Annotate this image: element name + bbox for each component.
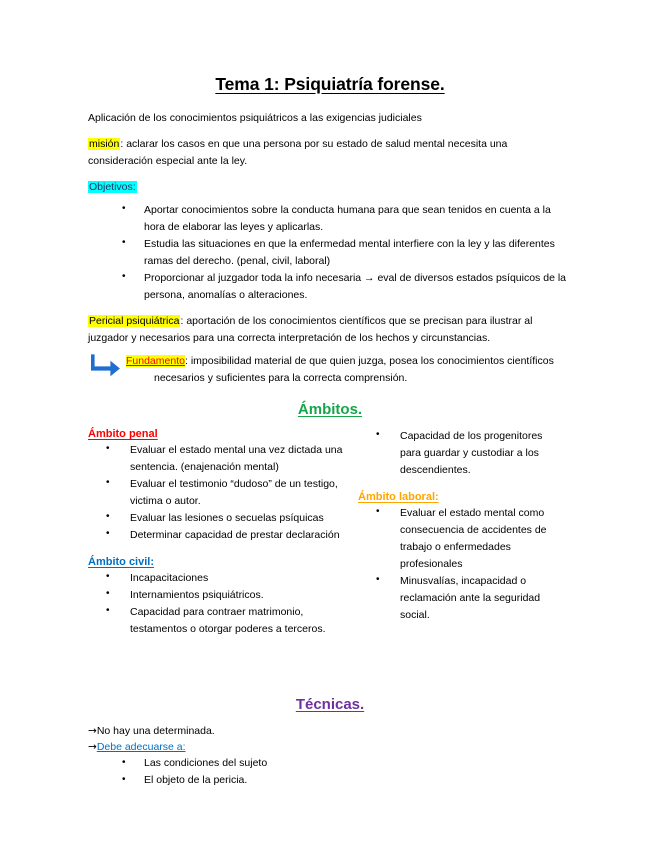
list-item: • El objeto de la pericia.: [122, 772, 572, 789]
elbow-arrow-right-icon: [91, 354, 121, 376]
mision-label: misión: [89, 137, 120, 150]
subheading-ambito-laboral: Ámbito laboral:: [358, 490, 439, 503]
list-item: • Incapacitaciones: [106, 570, 348, 587]
arrow-right-icon: →: [88, 724, 97, 737]
subheading-ambito-civil: Ámbito civil:: [88, 555, 155, 568]
objetivos-label: Objetivos:: [89, 180, 136, 193]
list-item: • Evaluar el estado mental una vez dictada una sentencia. (enajenación mental): [106, 442, 348, 476]
ambitos-column-right: [356, 428, 564, 638]
intro-paragraph: Aplicación de los conocimientos psiquiátricos a las exigencias judiciales: [88, 111, 422, 124]
list-item: • Determinar capacidad de prestar declaración: [106, 527, 348, 544]
pericial-text: aportación de los conocimientos científicos que se precisan para ilustrar al juzgador y necesarios para una correcta interpretación de los hechos y circunstancias.: [88, 314, 533, 344]
ambitos-columns: [88, 428, 572, 638]
list-item: • Evaluar las lesiones o secuelas psíquicas: [106, 510, 348, 527]
list-item: • Proporcionar al juzgador toda la info necesaria → eval de diversos estados psíquicos de la persona, anomalías o alteraciones.: [122, 270, 572, 304]
ambito-penal-list: [88, 442, 348, 544]
objetivos-list: [88, 202, 572, 304]
tecnicas-list: [88, 755, 572, 789]
list-item: • Estudia las situaciones en que la enfermedad mental interfiere con la ley y las diferentes ramas del derecho. (penal, civil, laboral): [122, 236, 572, 270]
list-item: • Capacidad para contraer matrimonio, testamentos o otorgar poderes a terceros.: [106, 604, 348, 638]
objetivos-label-row: [88, 179, 572, 196]
list-item: • Minusvalías, incapacidad o reclamación ante la seguridad social.: [376, 573, 564, 624]
section-heading-ambitos: Ámbitos.: [297, 400, 363, 418]
subheading-ambito-penal: Ámbito penal: [88, 427, 158, 440]
spacer: [88, 544, 348, 556]
ambito-laboral-list: [358, 505, 564, 624]
fundamento-text: [126, 353, 572, 387]
spacer: [358, 479, 564, 491]
pericial-label: Pericial psiquiátrica: [89, 314, 180, 327]
fundamento-block: [88, 353, 572, 387]
fundamento-line1: imposibilidad material de que quien juzga, posea los conocimientos científicos: [190, 354, 554, 367]
arrow-right-icon: →: [88, 741, 97, 754]
section-heading-tecnicas: Técnicas.: [295, 695, 365, 713]
pericial-paragraph: [88, 313, 572, 347]
mision-text: aclarar los casos en que una persona por su estado de salud mental necesita una consideración especial ante la ley.: [88, 137, 508, 167]
ambito-civil-list: [88, 570, 348, 638]
list-item: • Internamientos psiquiátricos.: [106, 587, 348, 604]
tecnicas-line-1: [88, 723, 572, 739]
document-content: [88, 74, 572, 798]
list-item: • Aportar conocimientos sobre la conducta humana para que sean tenidos en cuenta a la hora de elaborar las leyes y aplicarlas.: [122, 202, 572, 236]
list-item: • Capacidad de los progenitores para guardar y custodiar a los descendientes.: [376, 428, 564, 479]
ambito-civil-list-continued: [358, 428, 564, 479]
tecnicas-line-1-text: No hay una determinada.: [96, 724, 215, 737]
tecnicas-line-2: [88, 739, 572, 755]
mision-paragraph: [88, 136, 572, 170]
mision-separator: :: [120, 137, 127, 150]
fundamento-label: Fundamento: [126, 354, 185, 367]
tecnicas-line-2-text: Debe adecuarse a:: [96, 741, 186, 754]
ambitos-column-left: [88, 428, 356, 638]
page-title: Tema 1: Psiquiatría forense.: [215, 74, 445, 94]
pericial-separator: :: [180, 314, 187, 327]
spacer: [88, 638, 572, 682]
fundamento-separator: :: [184, 354, 191, 367]
fundamento-line2: necesarios y suficientes para la correcta comprensión.: [154, 371, 408, 384]
list-item: • Evaluar el testimonio “dudoso” de un testigo, victima o autor.: [106, 476, 348, 510]
list-item: • Evaluar el estado mental como consecuencia de accidentes de trabajo o enfermedades profesionales: [376, 505, 564, 573]
list-item: • Las condiciones del sujeto: [122, 755, 572, 772]
